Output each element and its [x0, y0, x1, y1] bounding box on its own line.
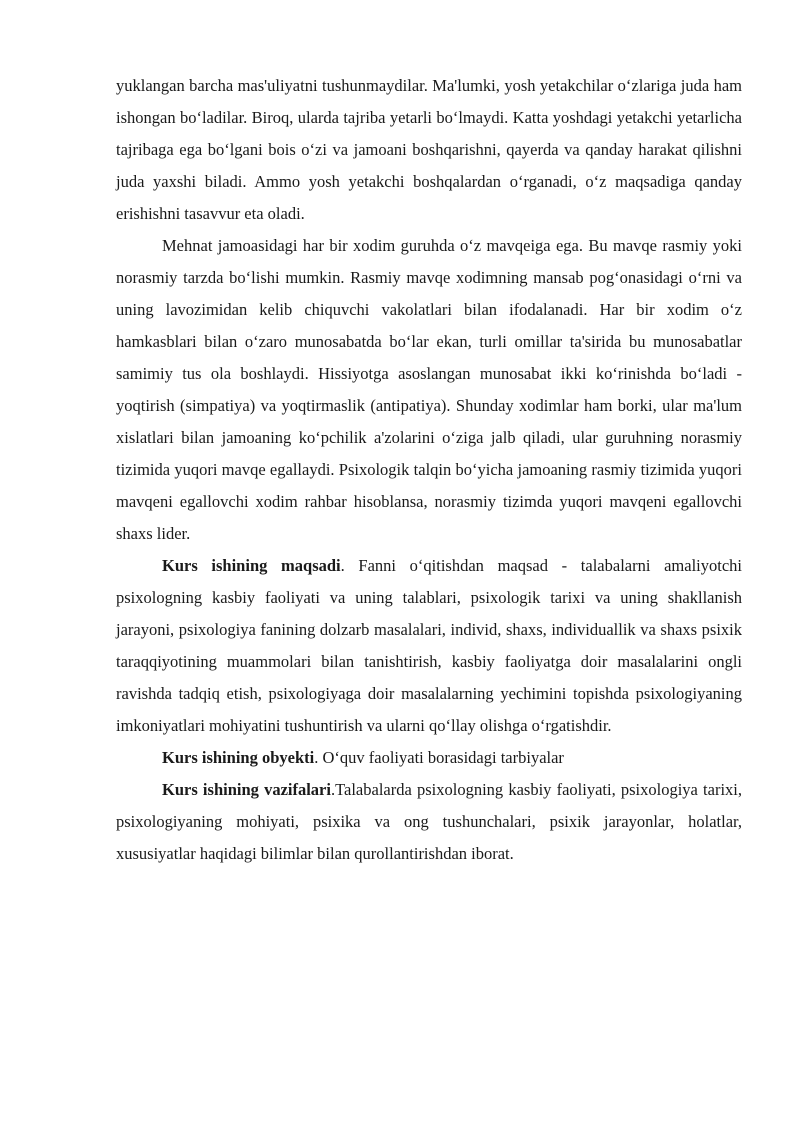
paragraph-course-tasks: [116, 774, 742, 870]
paragraph-text: Mehnat jamoasidagi har bir xodim guruhda o‘z mavqeiga ega. Bu mavqe rasmiy yoki norasmiy tarzda bo‘lishi mumkin. Rasmiy mavqe xodimning mansab pog‘onasidagi o‘rni va uning lavozimidan kelib chiquvchi vakolatlari bilan ifodalanadi. Har bir xodim o‘z hamkasblari bilan o‘zaro munosabatda bo‘lar ekan, turli omillar ta'sirida bu munosabatlar samimiy tus ola boshlaydi. Hissiyotga asoslangan munosabat ikki ko‘rinishda bo‘ladi - yoqtirish (simpatiya) va yoqtirmaslik (antipatiya). Shunday xodimlar ham borki, ular ma'lum xislatlari bilan jamoaning ko‘pchilik a'zolarini o‘ziga jalb qiladi, ular guruhning norasmiy tizimida yuqori mavqe egallaydi. Psixologik talqin bo‘yicha jamoaning rasmiy tizimida yuqori mavqeni egallovchi xodim rahbar hisoblansa, norasmiy tizimda yuqori mavqeni egallovchi shaxs lider.: [116, 236, 742, 543]
paragraph-intro-continuation: [116, 70, 742, 230]
paragraph-course-goal: [116, 550, 742, 742]
paragraph-course-object: [116, 742, 742, 774]
paragraph-text: yuklangan barcha mas'uliyatni tushunmaydilar. Ma'lumki, yosh yetakchilar o‘zlariga juda ham ishongan bo‘ladilar. Biroq, ularda tajriba yetarli bo‘lmaydi. Katta yoshdagi yetakchi yetarlicha tajribaga ega bo‘lgani bois o‘zi va jamoani boshqarishni, qayerda va qanday harakat qilishni juda yaxshi biladi. Ammo yosh yetakchi boshqalardan o‘rganadi, o‘z maqsadiga qanday erishishni tasavvur eta oladi.: [116, 76, 742, 223]
document-page: [116, 70, 742, 870]
paragraph-text: .Talabalarda psixologning kasbiy faoliyati, psixologiya tarixi, psixologiyaning mohiyati, psixika va ong tushunchalari, psixik jarayonlar, holatlar, xususiyatlar haqidagi bilimlar bilan qurollantirishdan iborat.: [116, 780, 742, 863]
paragraph-workforce-status: [116, 230, 742, 550]
paragraph-text: . O‘quv faoliyati borasidagi tarbiyalar: [314, 748, 564, 767]
paragraph-text: . Fanni o‘qitishdan maqsad - talabalarni amaliyotchi psixologning kasbiy faoliyati va uning talablari, psixologik tarixi va uning shakllanish jarayoni, psixologiya fanining dolzarb masalalari, individ, shaxs, individuallik va shaxs psixik taraqqiyotining muammolari bilan tanishtirish, kasbiy faoliyatga doir masalalarini ongli ravishda tadqiq etish, psixologiyaga doir masalalarning yechimini topishda psixologiyaning imkoniyatlari mohiyatini tushuntirish va ularni qo‘llay olishga o‘rgatishdir.: [116, 556, 742, 735]
paragraph-heading: Kurs ishining obyekti: [162, 748, 315, 767]
paragraph-heading: Kurs ishining vazifalari: [162, 780, 331, 799]
paragraph-heading: Kurs ishining maqsadi: [162, 556, 341, 575]
